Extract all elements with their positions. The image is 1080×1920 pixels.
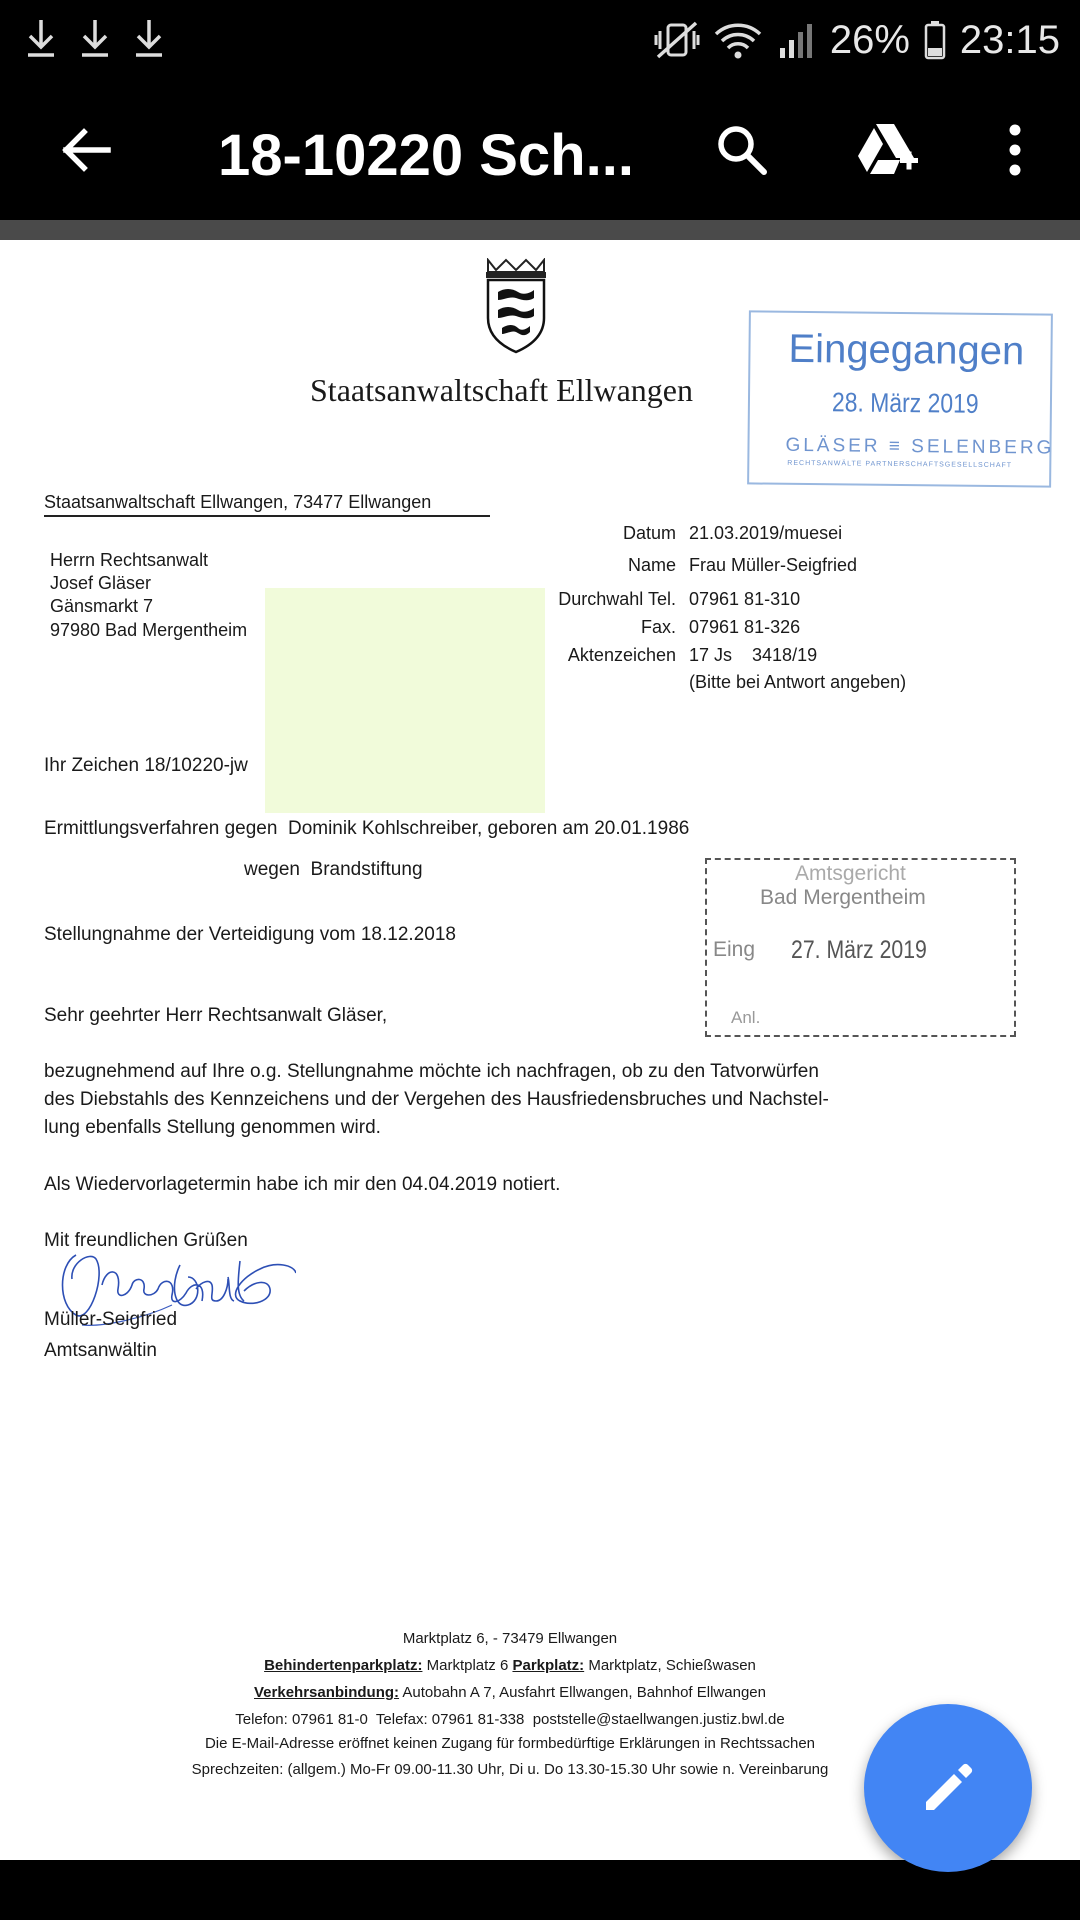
footer-parking-label2: Parkplatz: [512,1657,585,1674]
footer-traffic-value: Autobahn A 7, Ausfahrt Ellwangen, Bahnhof Ellwangen [399,1684,766,1701]
battery-icon [924,20,946,60]
signal-icon [776,20,816,60]
closing: Mit freundlichen Grüßen [44,1230,248,1251]
battery-percent: 26% [829,17,910,62]
bottom-bar [0,1860,1080,1920]
body-line: des Diebstahls des Kennzeichens und der Vergehen des Hausfriedensbruches und Nachstel- [44,1089,829,1110]
return-address: Staatsanwaltschaft Ellwangen, 73477 Ellwangen [44,492,432,512]
meta-label: Datum [622,523,676,543]
footer-contact: Telefon: 07961 81-0 Telefax: 07961 81-338 poststelle@staellwangen.justiz.bwl.de [235,1711,785,1728]
received-stamp-date: 28. März 2019 [831,387,979,419]
status-indicators [654,12,1060,68]
received-stamp-title: Eingegangen [788,326,1025,374]
search-icon[interactable] [712,120,772,180]
footer-parking [0,1657,1020,1674]
edit-pencil-icon [918,1758,978,1818]
court-stamp-line2: Bad Mergentheim [760,886,926,909]
document-page[interactable] [0,240,1080,1860]
meta-value: 17 Js 3418/19 [689,645,818,665]
court-stamp [705,858,1016,1037]
received-stamp-firm: GLÄSER ≡ SELENBERG [785,434,1055,459]
salutation: Sehr geehrter Herr Rechtsanwalt Gläser, [44,1005,388,1026]
recipient-line: Herrn Rechtsanwalt [50,550,209,570]
meta-value: Frau Müller-Seigfried [689,555,858,575]
received-stamp-firm-sub: RECHTSANWÄLTE PARTNERSCHAFTSGESELLSCHAFT [787,459,1013,470]
footer-email-note: Die E-Mail-Adresse eröffnet keinen Zugang für formbedürftige Erklärungen in Rechtssachen [204,1735,816,1752]
meta-label: Aktenzeichen [567,645,676,665]
court-stamp-eing: Eing [713,938,756,961]
signer-name: Müller-Seigfried [44,1309,178,1330]
meta-label: Name [627,555,676,575]
subject-reason: wegen Brandstiftung [244,859,423,880]
download-icon [132,18,166,58]
subject-statement: Stellungnahme der Verteidigung vom 18.12.2018 [44,924,456,945]
page-separator [0,220,1080,240]
subject-line: Ermittlungsverfahren gegen Dominik Kohlschreiber, geboren am 20.01.1986 [44,818,690,839]
wifi-icon [714,20,762,60]
signer-title: Amtsanwältin [44,1340,157,1361]
more-vert-icon[interactable] [1000,120,1030,180]
court-stamp-anl: Anl. [731,1008,761,1027]
meta-label: Fax. [640,617,676,637]
download-icon [78,18,112,58]
footer-parking-value2: Marktplatz, Schießwasen [584,1657,756,1674]
clock: 23:15 [959,17,1060,62]
body-line: lung ebenfalls Stellung genommen wird. [44,1117,381,1138]
meta-value: 07961 81-310 [689,589,801,609]
recipient-line: 97980 Bad Mergentheim [50,620,248,640]
court-stamp-line1: Amtsgericht [795,862,906,885]
meta-value: 07961 81-326 [689,617,801,637]
recipient-line: Gänsmarkt 7 [50,596,154,616]
edit-fab-button[interactable] [864,1704,1032,1872]
footer-traffic [0,1684,1020,1701]
add-to-drive-icon[interactable] [852,120,922,180]
meta-value: 21.03.2019/muesei [689,523,843,543]
coat-of-arms-icon [478,258,554,354]
toolbar [0,80,1080,220]
footer-traffic-label: Verkehrsanbindung: [254,1684,400,1701]
footer-parking-label: Behindertenparkplatz: [264,1657,423,1674]
received-stamp [747,310,1053,487]
footer-hours: Sprechzeiten: (allgem.) Mo-Fr 09.00-11.30 Uhr, Di u. Do 13.30-15.30 Uhr sowie n. Vereinbarung [191,1761,829,1778]
vibrate-mute-icon [654,19,700,61]
status-bar [0,0,1080,80]
body-line: bezugnehmend auf Ihre o.g. Stellungnahme möchte ich nachfragen, ob zu den Tatvorwürfen [44,1061,819,1082]
court-stamp-date: 27. März 2019 [791,936,927,964]
return-address-rule [44,515,490,517]
document-title: 18-10220 Sch... [218,123,634,188]
footer-parking-value: Marktplatz 6 [422,1657,513,1674]
download-icon [24,18,58,58]
meta-label: Durchwahl Tel. [558,589,676,609]
authority-name: Staatsanwaltschaft Ellwangen [310,372,693,408]
footer-address: Marktplatz 6, - 73479 Ellwangen [402,1630,618,1647]
recipient-line: Josef Gläser [50,573,152,593]
back-arrow-icon[interactable] [56,120,116,180]
followup-line: Als Wiedervorlagetermin habe ich mir den 04.04.2019 notiert. [44,1174,561,1195]
your-reference: Ihr Zeichen 18/10220-jw [44,755,248,776]
highlight-annotation[interactable] [265,588,545,813]
meta-note: (Bitte bei Antwort angeben) [689,672,907,692]
